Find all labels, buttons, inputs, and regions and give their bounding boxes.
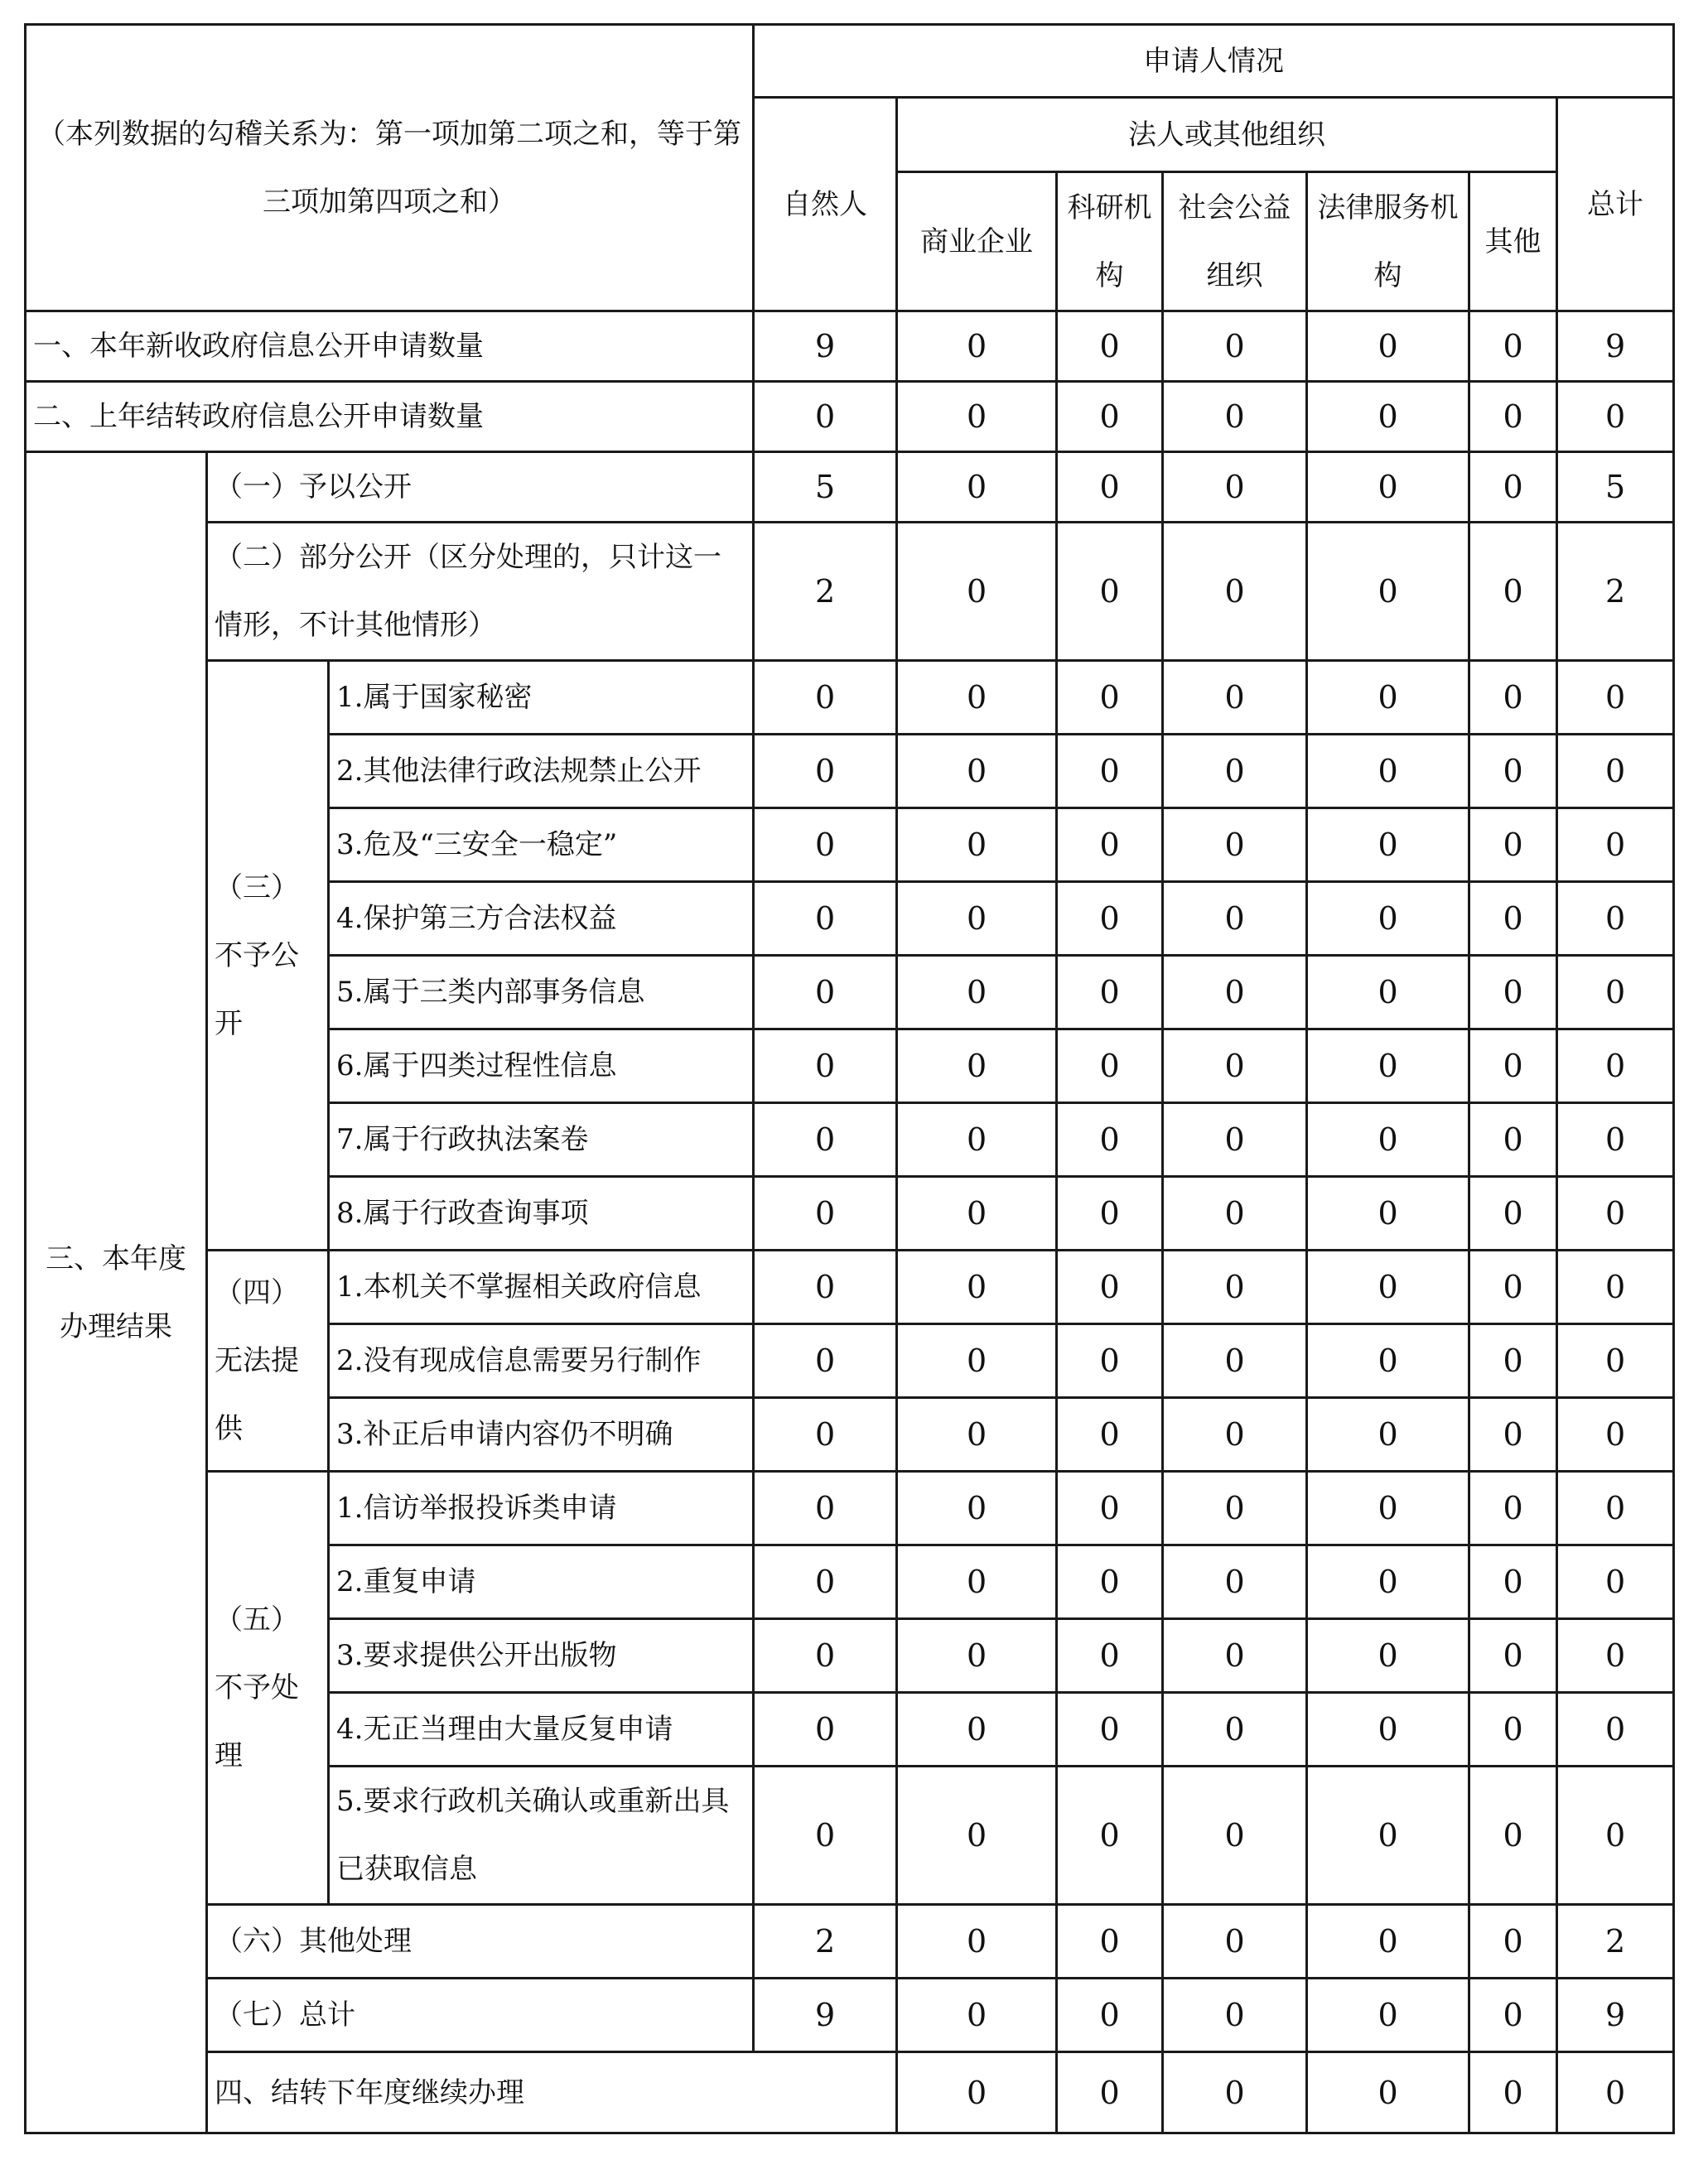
legal-entity-group-header: 法人或其他组织 [897,98,1557,172]
cell-commercial: 0 [1057,2052,1163,2133]
cell-total: 0 [1557,808,1674,882]
cell-legal-service: 0 [1307,1472,1469,1545]
cell-public-welfare: 0 [1163,1103,1307,1177]
cell-public-welfare: 0 [1163,452,1307,523]
cell-natural-person: 5 [754,452,897,523]
cell-legal-service: 0 [1307,1905,1469,1979]
cell-research: 0 [1057,382,1163,452]
cell-natural-person: 0 [754,1177,897,1251]
cell-total: 0 [1557,1251,1674,1324]
cell-research: 0 [1057,1324,1163,1398]
cell-other: 0 [1469,1103,1557,1177]
cell-research: 0 [1057,1177,1163,1251]
cell-research: 0 [1057,882,1163,956]
cell-commercial: 0 [897,311,1057,382]
cell-commercial: 0 [897,1177,1057,1251]
cell-legal-service: 0 [1307,1324,1469,1398]
cell-other: 0 [1469,382,1557,452]
row-label: 四、结转下年度继续办理 [207,2052,897,2133]
cell-public-welfare: 0 [1163,1693,1307,1767]
row-label: 2.没有现成信息需要另行制作 [329,1324,754,1398]
cell-legal-service: 0 [1307,1693,1469,1767]
row-label: 1.本机关不掌握相关政府信息 [329,1251,754,1324]
cell-other: 0 [1469,452,1557,523]
page [24,23,1675,2134]
cell-other: 0 [1469,1398,1557,1472]
cell-other: 0 [1469,956,1557,1029]
section-3-label: 三、本年度办理结果 [26,452,207,2133]
cell-commercial: 0 [897,1905,1057,1979]
cell-total: 5 [1557,452,1674,523]
cell-natural-person: 9 [754,1979,897,2052]
table-row [26,1251,1674,1324]
cell-total: 0 [1557,1103,1674,1177]
group-label-not-processed: （五）不予处理 [207,1472,329,1905]
column-public-welfare-org: 社会公益组织 [1163,172,1307,311]
cell-natural-person: 0 [754,1398,897,1472]
cell-legal-service: 0 [1307,661,1469,735]
table-row [26,1905,1674,1979]
cell-natural-person: 0 [754,735,897,808]
cell-other: 0 [1469,1472,1557,1545]
row-label: 7.属于行政执法案卷 [329,1103,754,1177]
cell-public-welfare: 0 [1163,1905,1307,1979]
row-label: 8.属于行政查询事项 [329,1177,754,1251]
cell-natural-person: 0 [754,661,897,735]
cell-other: 0 [1469,1619,1557,1693]
row-label: 4.保护第三方合法权益 [329,882,754,956]
table-row [26,382,1674,452]
cell-commercial: 0 [897,1979,1057,2052]
cell-total: 0 [1557,1693,1674,1767]
cell-commercial: 0 [897,382,1057,452]
cell-legal-service: 0 [1307,956,1469,1029]
cell-public-welfare: 0 [1163,956,1307,1029]
cell-commercial: 0 [897,1545,1057,1619]
cell-legal-service: 0 [1307,1979,1469,2052]
cell-research: 0 [1057,661,1163,735]
cell-legal-service: 0 [1307,735,1469,808]
cell-total: 0 [1557,735,1674,808]
cell-research: 0 [1057,1472,1163,1545]
cell-other: 0 [1469,523,1557,661]
table-row [26,1979,1674,2052]
cell-total: 2 [1557,1905,1674,1979]
cell-public-welfare: 0 [1163,1545,1307,1619]
cell-other: 0 [1469,1905,1557,1979]
cell-public-welfare: 0 [1163,1177,1307,1251]
row-label: （一）予以公开 [207,452,754,523]
row-label: 4.无正当理由大量反复申请 [329,1693,754,1767]
column-other: 其他 [1469,172,1557,311]
cell-research: 0 [1057,1103,1163,1177]
cell-natural-person: 0 [754,1029,897,1103]
row-label: （二）部分公开（区分处理的，只计这一情形，不计其他情形） [207,523,754,661]
cell-public-welfare: 0 [1163,808,1307,882]
cell-public-welfare: 0 [1163,1767,1307,1905]
cell-total: 0 [1557,1472,1674,1545]
column-research-institution: 科研机构 [1057,172,1163,311]
cell-commercial: 0 [897,735,1057,808]
cell-total: 9 [1557,311,1674,382]
cell-commercial: 0 [897,661,1057,735]
cell-commercial: 0 [897,1251,1057,1324]
cell-natural-person: 0 [897,2052,1057,2133]
cell-natural-person: 0 [754,1251,897,1324]
row-label: （六）其他处理 [207,1905,754,1979]
cell-natural-person: 0 [754,382,897,452]
cell-public-welfare: 0 [1163,1029,1307,1103]
cell-natural-person: 0 [754,1103,897,1177]
cell-public-welfare: 0 [1163,382,1307,452]
cell-natural-person: 0 [754,1619,897,1693]
group-label-not-disclosed: （三）不予公开 [207,661,329,1251]
cell-commercial: 0 [897,956,1057,1029]
cell-total: 0 [1557,1767,1674,1905]
cell-research: 0 [1057,1029,1163,1103]
cell-public-welfare: 0 [1163,523,1307,661]
cell-public-welfare: 0 [1163,661,1307,735]
cell-research: 0 [1057,1545,1163,1619]
cell-total: 2 [1557,523,1674,661]
cell-commercial: 0 [897,882,1057,956]
cell-natural-person: 2 [754,1905,897,1979]
cell-commercial: 0 [897,1103,1057,1177]
cell-other: 0 [1469,1177,1557,1251]
cell-legal-service: 0 [1307,1767,1469,1905]
cell-natural-person: 0 [754,956,897,1029]
cell-public-welfare: 0 [1163,1251,1307,1324]
cell-legal-service: 0 [1307,1619,1469,1693]
cell-legal-service: 0 [1307,1251,1469,1324]
cell-research: 0 [1057,523,1163,661]
cell-commercial: 0 [897,1767,1057,1905]
table-row [26,311,1674,382]
header-note: （本列数据的勾稽关系为：第一项加第二项之和，等于第三项加第四项之和） [26,25,754,311]
cell-research: 0 [1057,735,1163,808]
cell-commercial: 0 [897,1693,1057,1767]
applicant-situation-header: 申请人情况 [754,25,1674,98]
cell-other: 0 [1469,1693,1557,1767]
cell-research: 0 [1057,1905,1163,1979]
total-header: 总计 [1557,98,1674,311]
cell-total: 0 [1557,1545,1674,1619]
cell-total: 0 [1557,661,1674,735]
cell-total: 0 [1557,382,1674,452]
cell-legal-service: 0 [1307,523,1469,661]
table-row [26,661,1674,735]
cell-natural-person: 2 [754,523,897,661]
cell-legal-service: 0 [1307,1177,1469,1251]
cell-legal-service: 0 [1307,311,1469,382]
table-row [26,523,1674,661]
cell-other: 0 [1469,735,1557,808]
cell-legal-service: 0 [1307,382,1469,452]
cell-public-welfare: 0 [1163,1398,1307,1472]
cell-research: 0 [1057,808,1163,882]
row-label: 1.信访举报投诉类申请 [329,1472,754,1545]
cell-legal-service: 0 [1307,882,1469,956]
cell-public-welfare: 0 [1307,2052,1469,2133]
cell-natural-person: 9 [754,311,897,382]
cell-legal-service: 0 [1307,1029,1469,1103]
cell-commercial: 0 [897,452,1057,523]
column-commercial-enterprise: 商业企业 [897,172,1057,311]
row-label: 2.重复申请 [329,1545,754,1619]
cell-research: 0 [1057,1979,1163,2052]
cell-total: 0 [1557,1029,1674,1103]
cell-research: 0 [1057,1619,1163,1693]
cell-public-welfare: 0 [1163,1979,1307,2052]
cell-total: 9 [1557,1979,1674,2052]
cell-total: 0 [1557,1619,1674,1693]
cell-legal-service: 0 [1307,808,1469,882]
cell-public-welfare: 0 [1163,882,1307,956]
row-label: 3.要求提供公开出版物 [329,1619,754,1693]
natural-person-header: 自然人 [754,98,897,311]
cell-research: 0 [1057,311,1163,382]
table-row [26,452,1674,523]
cell-other: 0 [1469,1029,1557,1103]
cell-total: 0 [1557,882,1674,956]
cell-natural-person: 0 [754,1767,897,1905]
cell-research: 0 [1057,1767,1163,1905]
cell-legal-service: 0 [1307,1398,1469,1472]
cell-commercial: 0 [897,1619,1057,1693]
cell-natural-person: 0 [754,1472,897,1545]
cell-research: 0 [1057,1693,1163,1767]
cell-other: 0 [1469,808,1557,882]
cell-commercial: 0 [897,808,1057,882]
row-label: （七）总计 [207,1979,754,2052]
cell-research: 0 [1057,1251,1163,1324]
cell-research: 0 [1163,2052,1307,2133]
cell-natural-person: 0 [754,1545,897,1619]
cell-total: 0 [1557,1324,1674,1398]
cell-other: 0 [1557,2052,1674,2133]
cell-other: 0 [1469,311,1557,382]
cell-legal-service: 0 [1469,2052,1557,2133]
row-label: 5.属于三类内部事务信息 [329,956,754,1029]
cell-public-welfare: 0 [1163,1472,1307,1545]
cell-public-welfare: 0 [1163,311,1307,382]
row-label: 2.其他法律行政法规禁止公开 [329,735,754,808]
cell-other: 0 [1469,1251,1557,1324]
row-label: 3.危及“三安全一稳定” [329,808,754,882]
cell-research: 0 [1057,452,1163,523]
cell-research: 0 [1057,1398,1163,1472]
cell-other: 0 [1469,1767,1557,1905]
cell-other: 0 [1469,1979,1557,2052]
cell-commercial: 0 [897,523,1057,661]
row-label: 1.属于国家秘密 [329,661,754,735]
table-row [26,1472,1674,1545]
row-label: 二、上年结转政府信息公开申请数量 [26,382,754,452]
cell-total: 0 [1557,1398,1674,1472]
gov-info-disclosure-table [24,23,1675,2134]
cell-other: 0 [1469,661,1557,735]
row-label: 5.要求行政机关确认或重新出具已获取信息 [329,1767,754,1905]
row-label: 一、本年新收政府信息公开申请数量 [26,311,754,382]
row-label: 3.补正后申请内容仍不明确 [329,1398,754,1472]
row-label: 6.属于四类过程性信息 [329,1029,754,1103]
cell-natural-person: 0 [754,1693,897,1767]
table-row [26,2052,1674,2133]
cell-commercial: 0 [897,1472,1057,1545]
cell-total: 0 [1557,1177,1674,1251]
cell-commercial: 0 [897,1029,1057,1103]
cell-legal-service: 0 [1307,452,1469,523]
cell-research: 0 [1057,956,1163,1029]
column-legal-service-org: 法律服务机构 [1307,172,1469,311]
cell-other: 0 [1469,882,1557,956]
cell-natural-person: 0 [754,882,897,956]
group-label-cannot-provide: （四）无法提供 [207,1251,329,1472]
cell-natural-person: 0 [754,808,897,882]
cell-legal-service: 0 [1307,1103,1469,1177]
cell-other: 0 [1469,1545,1557,1619]
cell-legal-service: 0 [1307,1545,1469,1619]
cell-other: 0 [1469,1324,1557,1398]
cell-total: 0 [1557,956,1674,1029]
cell-public-welfare: 0 [1163,1619,1307,1693]
cell-public-welfare: 0 [1163,1324,1307,1398]
cell-commercial: 0 [897,1324,1057,1398]
cell-commercial: 0 [897,1398,1057,1472]
cell-public-welfare: 0 [1163,735,1307,808]
cell-natural-person: 0 [754,1324,897,1398]
